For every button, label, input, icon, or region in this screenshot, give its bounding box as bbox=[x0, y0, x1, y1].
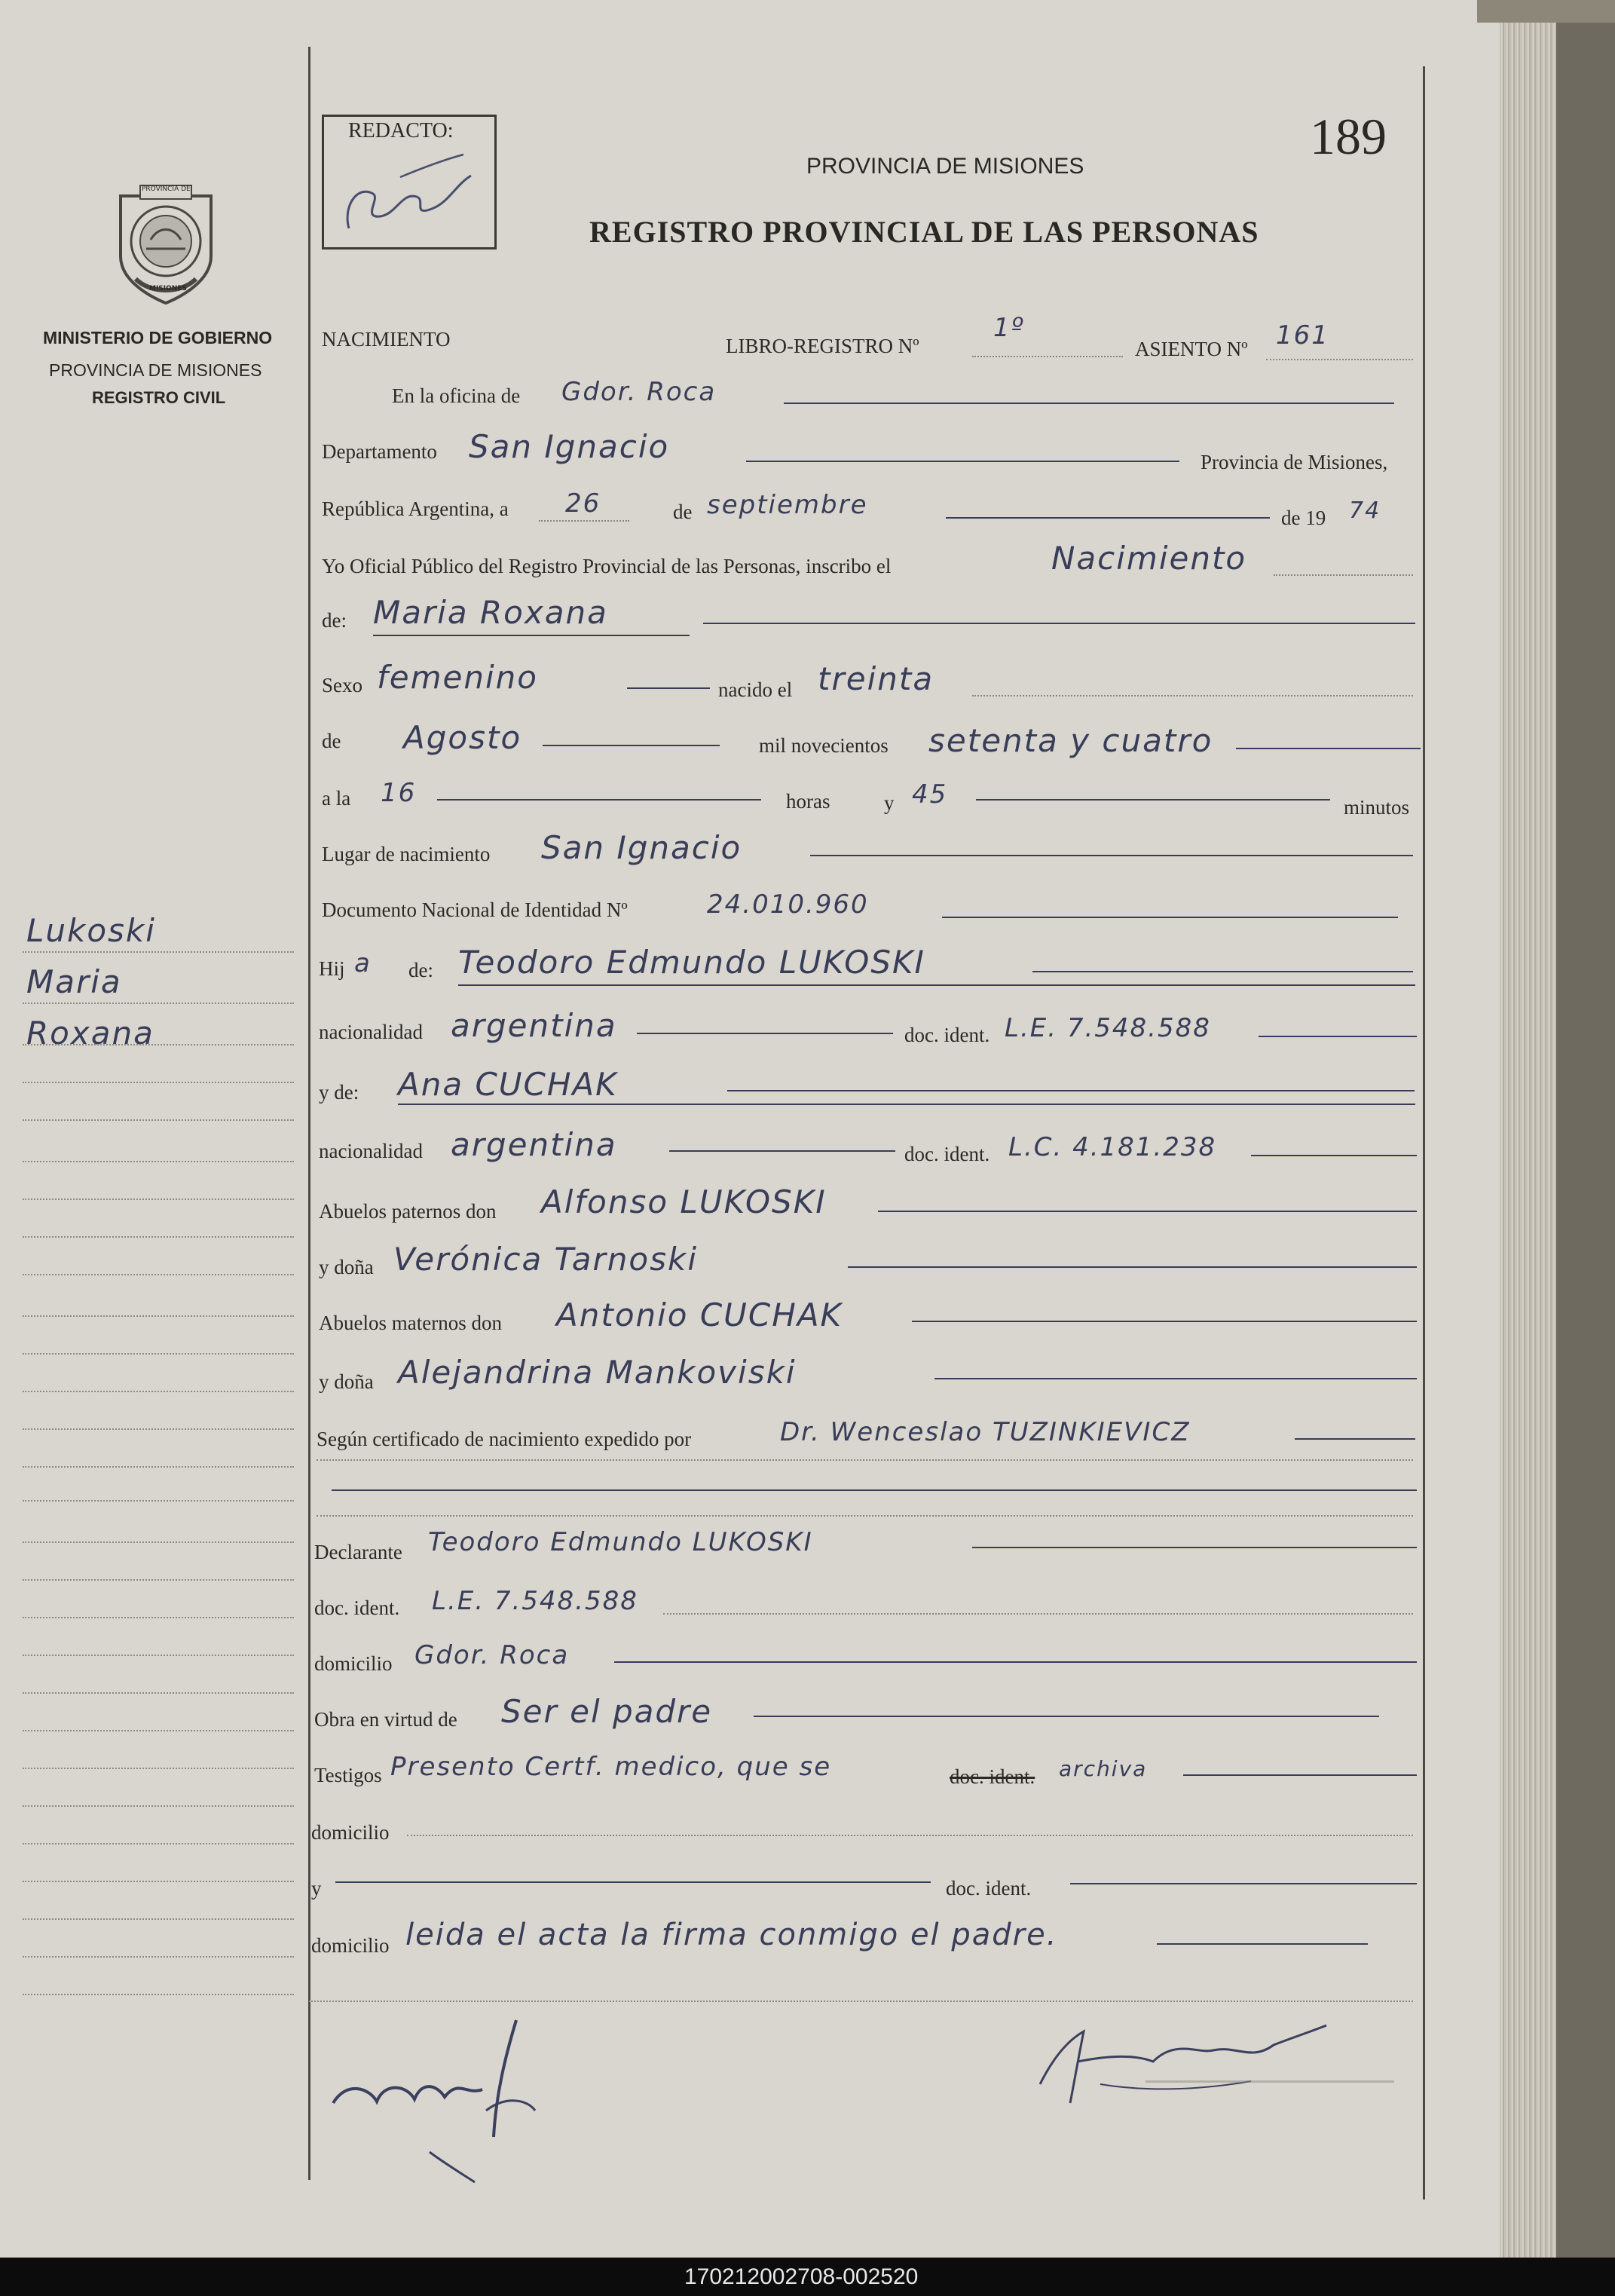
year-value: 74 bbox=[1349, 497, 1381, 524]
domicilio3-label: domicilio bbox=[311, 1934, 390, 1957]
archiva-value: archiva bbox=[1059, 1756, 1148, 1781]
book-cover bbox=[1556, 0, 1615, 2258]
registry-title: REGISTRO PROVINCIAL DE LAS PERSONAS bbox=[589, 215, 1259, 249]
anio-nac-value: setenta y cuatro bbox=[928, 722, 1213, 759]
madre-value: Ana CUCHAK bbox=[398, 1066, 618, 1103]
mes-de-label: de bbox=[673, 501, 693, 523]
decl-doc-value: L.E. 7.548.588 bbox=[432, 1586, 638, 1616]
nombre-value: Maria Roxana bbox=[373, 594, 608, 631]
nacido-label: nacido el bbox=[718, 678, 793, 701]
abuelo-mat-value: Antonio CUCHAK bbox=[556, 1296, 843, 1333]
domicilio-value: Gdor. Roca bbox=[414, 1640, 570, 1670]
record-type-label: NACIMIENTO bbox=[322, 328, 451, 351]
segun-value: Dr. Wenceslao TUZINKIEVICZ bbox=[780, 1417, 1191, 1447]
leida-value: leida el acta la firma conmigo el padre. bbox=[405, 1918, 1058, 1952]
testigos-label: Testigos bbox=[314, 1764, 382, 1786]
declarante-value: Teodoro Edmundo LUKOSKI bbox=[428, 1527, 813, 1557]
ministry-line-3: REGISTRO CIVIL bbox=[92, 388, 226, 407]
dia-value: 26 bbox=[565, 488, 601, 519]
nac-padre-value: argentina bbox=[451, 1007, 617, 1044]
doc-madre-value: L.C. 4.181.238 bbox=[1008, 1132, 1217, 1162]
mes-nac-value: Agosto bbox=[403, 719, 522, 756]
doc-padre-value: L.E. 7.548.588 bbox=[1005, 1013, 1211, 1043]
provincia-suffix: Provincia de Misiones, bbox=[1201, 451, 1388, 473]
y-label: y bbox=[884, 791, 895, 814]
republica-label: República Argentina, a bbox=[322, 497, 509, 520]
segun-label: Según certificado de nacimiento expedido por bbox=[317, 1428, 692, 1450]
y-de-label: y de: bbox=[319, 1081, 359, 1104]
declarante-label: Declarante bbox=[314, 1541, 402, 1563]
abuelo-pat-value: Alfonso LUKOSKI bbox=[541, 1183, 827, 1220]
hija-label-a: Hij bbox=[319, 957, 345, 980]
doc-ident-struck: doc. ident. bbox=[950, 1765, 1035, 1788]
binding-top bbox=[1477, 0, 1615, 23]
obra-label: Obra en virtud de bbox=[314, 1708, 457, 1731]
hora-value: 16 bbox=[381, 778, 417, 808]
nac-madre-label: nacionalidad bbox=[319, 1140, 423, 1162]
domicilio2-label: domicilio bbox=[311, 1821, 390, 1844]
mil-label: mil novecientos bbox=[759, 734, 889, 757]
nacido-value: treinta bbox=[818, 660, 934, 697]
nac-padre-label: nacionalidad bbox=[319, 1021, 423, 1043]
doc-madre-label: doc. ident. bbox=[904, 1143, 990, 1165]
file-code: 170212002708-002520 bbox=[684, 2264, 919, 2289]
lugar-value: San Ignacio bbox=[541, 829, 742, 866]
departamento-label: Departamento bbox=[322, 440, 437, 463]
libro-value: 1º bbox=[993, 313, 1025, 343]
hija-label-b: a bbox=[354, 948, 372, 978]
mes-value: septiembre bbox=[707, 490, 868, 520]
abuela-mat-label: y doña bbox=[319, 1370, 374, 1393]
oficina-label: En la oficina de bbox=[392, 384, 521, 407]
margin-note-second-name: Roxana bbox=[26, 1015, 154, 1052]
hija-label-c: de: bbox=[408, 959, 433, 981]
oficina-value: Gdor. Roca bbox=[561, 377, 717, 407]
seal-text-bottom: MISIONES bbox=[149, 285, 187, 292]
asiento-value: 161 bbox=[1276, 320, 1329, 351]
page-number: 189 bbox=[1310, 108, 1387, 165]
horas-label: horas bbox=[786, 790, 830, 813]
sexo-value: femenino bbox=[377, 659, 538, 696]
domicilio-label: domicilio bbox=[314, 1652, 393, 1675]
y2-label: y bbox=[311, 1877, 322, 1900]
de-mes-label: de bbox=[322, 730, 341, 752]
book-edges bbox=[1500, 0, 1556, 2258]
abuela-pat-label: y doña bbox=[319, 1256, 374, 1278]
nac-madre-value: argentina bbox=[451, 1126, 617, 1163]
lugar-label: Lugar de nacimiento bbox=[322, 843, 491, 865]
doc-ident2-label: doc. ident. bbox=[946, 1877, 1032, 1900]
abuela-mat-value: Alejandrina Mankoviski bbox=[398, 1354, 797, 1391]
obra-value: Ser el padre bbox=[501, 1693, 713, 1730]
seal-text-top: PROVINCIA DE bbox=[142, 185, 191, 193]
official-stamp bbox=[1145, 2080, 1394, 2135]
ministry-line-1: MINISTERIO DE GOBIERNO bbox=[43, 328, 273, 347]
inscribo-value: Nacimiento bbox=[1051, 540, 1247, 577]
margin-note-name: Maria bbox=[26, 963, 122, 1000]
decl-doc-label: doc. ident. bbox=[314, 1596, 400, 1619]
year-label: de 19 bbox=[1281, 507, 1326, 529]
de-colon-label: de: bbox=[322, 609, 347, 632]
dni-value: 24.010.960 bbox=[707, 889, 869, 920]
frame-line-right bbox=[1423, 66, 1425, 2200]
testigos-value: Presento Certf. medico, que se bbox=[390, 1752, 832, 1782]
redacto-signature bbox=[328, 147, 486, 241]
abuelos-mat-label: Abuelos maternos don bbox=[319, 1312, 502, 1334]
dni-label: Documento Nacional de Identidad Nº bbox=[322, 899, 628, 921]
frame-line-left bbox=[308, 47, 310, 2180]
minutos-label: minutos bbox=[1344, 796, 1410, 819]
libro-label: LIBRO-REGISTRO Nº bbox=[726, 335, 919, 357]
a-la-label: a la bbox=[322, 787, 351, 810]
margin-note-surname: Lukoski bbox=[26, 912, 156, 949]
minutos-value: 45 bbox=[912, 779, 948, 810]
asiento-label: ASIENTO Nº bbox=[1135, 338, 1248, 360]
departamento-value: San Ignacio bbox=[469, 428, 670, 465]
abuela-pat-value: Verónica Tarnoski bbox=[393, 1241, 698, 1278]
sexo-label: Sexo bbox=[322, 674, 362, 696]
doc-padre-label: doc. ident. bbox=[904, 1024, 990, 1046]
ministry-line-2: PROVINCIA DE MISIONES bbox=[49, 360, 262, 380]
abuelos-pat-label: Abuelos paternos don bbox=[319, 1200, 497, 1223]
padre-value: Teodoro Edmundo LUKOSKI bbox=[458, 944, 925, 981]
declarant-signature bbox=[324, 2013, 573, 2186]
province-heading: PROVINCIA DE MISIONES bbox=[806, 154, 1084, 179]
redacto-label: REDACTO: bbox=[348, 119, 454, 142]
oficial-text: Yo Oficial Público del Registro Provincial de las Personas, inscribo el bbox=[322, 555, 892, 577]
